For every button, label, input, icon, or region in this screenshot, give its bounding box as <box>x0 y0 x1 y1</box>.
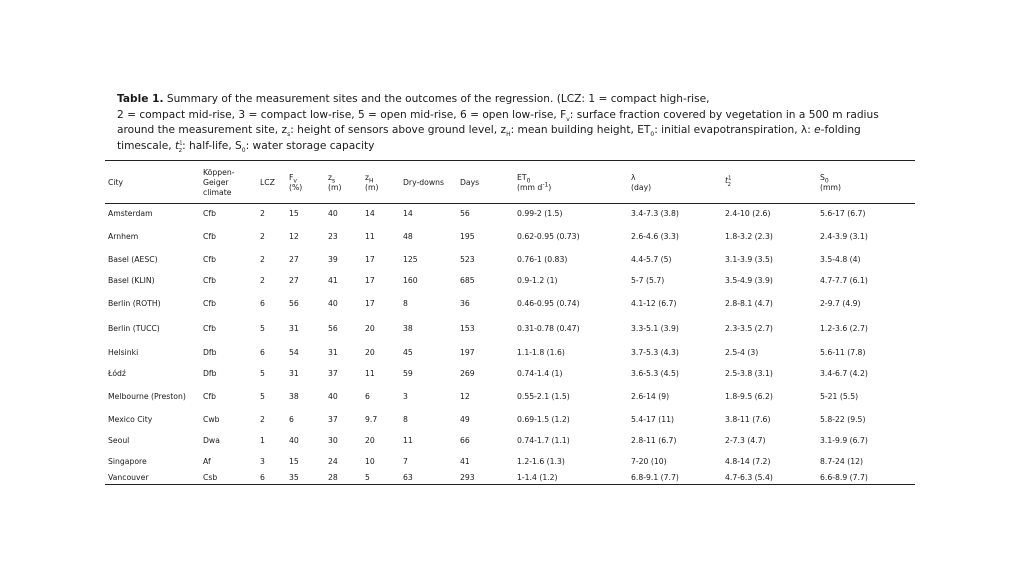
cell-zh: 17 <box>365 299 375 308</box>
cell-fv: 6 <box>289 415 294 424</box>
cell-city: Berlin (ROTH) <box>108 299 161 308</box>
cell-lambda: 2.6-14 (9) <box>631 392 670 401</box>
cell-zs: 31 <box>328 348 338 357</box>
cell-drydowns: 14 <box>403 209 413 218</box>
cell-days: 153 <box>460 324 475 333</box>
caption-text: : height of sensors above ground level, z <box>290 124 507 136</box>
cell-fv: 12 <box>289 232 299 241</box>
cell-zh: 14 <box>365 209 375 218</box>
cell-et0: 0.9-1.2 (1) <box>517 276 558 285</box>
caption-text: 2 = compact mid-rise, 3 = compact low-rise, 5 = open mid-rise, 6 = open low-rise, F <box>117 108 567 121</box>
cell-lambda: 4.1-12 (6.7) <box>631 299 677 308</box>
cell-days: 41 <box>460 457 470 466</box>
cell-halflife: 2.3-3.5 (2.7) <box>725 324 773 333</box>
cell-zh: 5 <box>365 473 370 482</box>
cell-halflife: 4.7-6.3 (5.4) <box>725 473 773 482</box>
cell-city: Singapore <box>108 457 147 466</box>
cell-zs: 28 <box>328 473 338 482</box>
cell-halflife: 2-7.3 (4.7) <box>725 436 766 445</box>
cell-fv: 27 <box>289 255 299 264</box>
cell-climate: Cfb <box>203 324 216 333</box>
cell-halflife: 2.5-4 (3) <box>725 348 759 357</box>
cell-climate: Cwb <box>203 415 220 424</box>
cell-fv: 27 <box>289 276 299 285</box>
cell-days: 36 <box>460 299 470 308</box>
caption-text: : water storage capacity <box>245 139 375 152</box>
cell-climate: Cfb <box>203 209 216 218</box>
cell-climate: Dwa <box>203 436 220 445</box>
cell-zh: 11 <box>365 369 375 378</box>
cell-days: 195 <box>460 232 475 241</box>
cell-et0: 0.74-1.4 (1) <box>517 369 563 378</box>
cell-zh: 6 <box>365 392 370 401</box>
cell-zs: 40 <box>328 392 338 401</box>
cell-city: Melbourne (Preston) <box>108 392 186 401</box>
cell-lcz: 2 <box>260 209 265 218</box>
cell-drydowns: 38 <box>403 324 413 333</box>
cell-halflife: 3.5-4.9 (3.9) <box>725 276 773 285</box>
cell-climate: Csb <box>203 473 218 482</box>
cell-lambda: 6.8-9.1 (7.7) <box>631 473 679 482</box>
cell-zs: 41 <box>328 276 338 285</box>
cell-climate: Cfb <box>203 232 216 241</box>
cell-lcz: 6 <box>260 348 265 357</box>
cell-et0: 0.99-2 (1.5) <box>517 209 563 218</box>
cell-s0: 5-21 (5.5) <box>820 392 859 401</box>
cell-city: Arnhem <box>108 232 139 241</box>
cell-s0: 2-9.7 (4.9) <box>820 299 861 308</box>
cell-climate: Cfb <box>203 299 216 308</box>
table-caption <box>117 92 917 154</box>
cell-city: Łódź <box>108 369 126 378</box>
header-zs: $z_s$ (m) <box>328 173 342 192</box>
cell-halflife: 2.5-3.8 (3.1) <box>725 369 773 378</box>
header-drydowns: Dry-downs <box>403 178 445 187</box>
cell-s0: 4.7-7.7 (6.1) <box>820 276 868 285</box>
cell-fv: 31 <box>289 369 299 378</box>
cell-s0: 5.6-11 (7.8) <box>820 348 866 357</box>
table-bottom-rule <box>105 484 915 485</box>
cell-et0: 1.2-1.6 (1.3) <box>517 457 565 466</box>
cell-fv: 35 <box>289 473 299 482</box>
cell-drydowns: 125 <box>403 255 418 264</box>
cell-days: 49 <box>460 415 470 424</box>
cell-city: Helsinki <box>108 348 139 357</box>
cell-halflife: 4.8-14 (7.2) <box>725 457 771 466</box>
caption-text: around the measurement site, z <box>117 124 288 136</box>
cell-s0: 2.4-3.9 (3.1) <box>820 232 868 241</box>
cell-drydowns: 63 <box>403 473 413 482</box>
cell-days: 269 <box>460 369 475 378</box>
cell-lcz: 2 <box>260 276 265 285</box>
cell-et0: 0.55-2.1 (1.5) <box>517 392 570 401</box>
cell-drydowns: 160 <box>403 276 418 285</box>
cell-climate: Af <box>203 457 211 466</box>
cell-lcz: 2 <box>260 232 265 241</box>
cell-s0: 1.2-3.6 (2.7) <box>820 324 868 333</box>
cell-et0: 0.46-0.95 (0.74) <box>517 299 580 308</box>
cell-s0: 8.7-24 (12) <box>820 457 864 466</box>
cell-fv: 15 <box>289 457 299 466</box>
caption-sub: 0 <box>650 131 655 139</box>
header-zh: $z_H$ (m) <box>365 173 379 192</box>
cell-halflife: 2.8-8.1 (4.7) <box>725 299 773 308</box>
caption-sub: v <box>566 115 570 123</box>
cell-drydowns: 3 <box>403 392 408 401</box>
cell-lcz: 6 <box>260 473 265 482</box>
cell-et0: 1-1.4 (1.2) <box>517 473 558 482</box>
cell-city: Mexico City <box>108 415 153 424</box>
cell-lcz: 5 <box>260 369 265 378</box>
caption-text: : initial evapotranspiration, λ: <box>654 124 815 136</box>
cell-s0: 5.8-22 (9.5) <box>820 415 866 424</box>
cell-days: 523 <box>460 255 475 264</box>
cell-et0: 0.62-0.95 (0.73) <box>517 232 580 241</box>
cell-drydowns: 7 <box>403 457 408 466</box>
cell-lcz: 2 <box>260 415 265 424</box>
cell-lambda: 5.4-17 (11) <box>631 415 675 424</box>
header-koppen: Köppen- Geiger climate <box>203 168 235 197</box>
caption-sub: H <box>506 131 511 139</box>
cell-drydowns: 45 <box>403 348 413 357</box>
cell-halflife: 2.4-10 (2.6) <box>725 209 771 218</box>
cell-lambda: 7-20 (10) <box>631 457 667 466</box>
cell-et0: 0.31-0.78 (0.47) <box>517 324 580 333</box>
cell-lambda: 5-7 (5.7) <box>631 276 665 285</box>
cell-city: Basel (AESC) <box>108 255 158 264</box>
cell-halflife: 1.8-3.2 (2.3) <box>725 232 773 241</box>
cell-et0: 0.76-1 (0.83) <box>517 255 568 264</box>
header-fv: $F_v$ (%) <box>289 173 303 192</box>
cell-city: Vancouver <box>108 473 149 482</box>
cell-fv: 56 <box>289 299 299 308</box>
cell-zh: 10 <box>365 457 375 466</box>
cell-fv: 15 <box>289 209 299 218</box>
caption-text: -folding <box>820 124 861 136</box>
caption-text: Summary of the measurement sites and the outcomes of the regression. (LCZ: 1 = compact high-rise, <box>163 93 710 105</box>
cell-lambda: 2.6-4.6 (3.3) <box>631 232 679 241</box>
caption-sub: 0 <box>241 146 246 154</box>
header-lcz: LCZ <box>260 178 275 187</box>
table-top-rule <box>105 160 915 161</box>
cell-zh: 20 <box>365 324 375 333</box>
cell-zs: 23 <box>328 232 338 241</box>
cell-climate: Dfb <box>203 348 217 357</box>
cell-zs: 37 <box>328 369 338 378</box>
cell-city: Basel (KLIN) <box>108 276 155 285</box>
cell-zs: 30 <box>328 436 338 445</box>
cell-s0: 3.4-6.7 (4.2) <box>820 369 868 378</box>
cell-s0: 3.5-4.8 (4) <box>820 255 861 264</box>
header-city: City <box>108 178 124 187</box>
cell-days: 66 <box>460 436 470 445</box>
header-days: Days <box>460 178 480 187</box>
cell-et0: 0.69-1.5 (1.2) <box>517 415 570 424</box>
cell-lambda: 2.8-11 (6.7) <box>631 436 677 445</box>
cell-zs: 40 <box>328 209 338 218</box>
cell-climate: Cfb <box>203 276 216 285</box>
cell-lcz: 1 <box>260 436 265 445</box>
cell-zs: 24 <box>328 457 338 466</box>
cell-drydowns: 8 <box>403 299 408 308</box>
caption-italic: e <box>814 124 821 136</box>
caption-text: : mean building height, ET <box>510 124 651 136</box>
cell-halflife: 3.8-11 (7.6) <box>725 415 771 424</box>
cell-lcz: 5 <box>260 392 265 401</box>
cell-lambda: 3.3-5.1 (3.9) <box>631 324 679 333</box>
cell-drydowns: 11 <box>403 436 413 445</box>
cell-fv: 38 <box>289 392 299 401</box>
cell-days: 56 <box>460 209 470 218</box>
cell-zh: 20 <box>365 436 375 445</box>
cell-zs: 56 <box>328 324 338 333</box>
cell-lambda: 4.4-5.7 (5) <box>631 255 672 264</box>
cell-fv: 40 <box>289 436 299 445</box>
cell-zh: 9.7 <box>365 415 378 424</box>
cell-city: Berlin (TUCC) <box>108 324 160 333</box>
cell-zh: 17 <box>365 276 375 285</box>
cell-halflife: 1.8-9.5 (6.2) <box>725 392 773 401</box>
caption-label: Table 1. <box>117 93 164 105</box>
cell-days: 197 <box>460 348 475 357</box>
cell-climate: Cfb <box>203 392 216 401</box>
header-half-life: $t^1_2$ <box>725 175 732 188</box>
cell-zh: 11 <box>365 232 375 241</box>
cell-s0: 3.1-9.9 (6.7) <box>820 436 868 445</box>
caption-sub: s <box>287 131 291 139</box>
cell-lcz: 3 <box>260 457 265 466</box>
cell-lcz: 2 <box>260 255 265 264</box>
cell-lcz: 5 <box>260 324 265 333</box>
cell-fv: 54 <box>289 348 299 357</box>
cell-fv: 31 <box>289 324 299 333</box>
cell-zs: 39 <box>328 255 338 264</box>
cell-drydowns: 48 <box>403 232 413 241</box>
header-et0: $ET_0$ (mm $d^{-1}$) <box>517 173 552 192</box>
cell-lambda: 3.6-5.3 (4.5) <box>631 369 679 378</box>
cell-days: 12 <box>460 392 470 401</box>
cell-et0: 1.1-1.8 (1.6) <box>517 348 565 357</box>
cell-lcz: 6 <box>260 299 265 308</box>
caption-text: : surface fraction covered by vegetation in a 500 m radius <box>569 108 879 121</box>
cell-days: 685 <box>460 276 475 285</box>
header-s0: $S_0$ (mm) <box>820 173 841 192</box>
caption-text: timescale, <box>117 139 175 152</box>
cell-lambda: 3.7-5.3 (4.3) <box>631 348 679 357</box>
cell-drydowns: 59 <box>403 369 413 378</box>
cell-s0: 5.6-17 (6.7) <box>820 209 866 218</box>
table-header-rule <box>105 203 915 204</box>
cell-days: 293 <box>460 473 475 482</box>
cell-drydowns: 8 <box>403 415 408 424</box>
cell-zh: 17 <box>365 255 375 264</box>
cell-halflife: 3.1-3.9 (3.5) <box>725 255 773 264</box>
cell-s0: 6.6-8.9 (7.7) <box>820 473 868 482</box>
cell-climate: Cfb <box>203 255 216 264</box>
header-lambda: λ (day) <box>631 173 652 192</box>
caption-text: : half-life, S <box>182 139 242 152</box>
cell-lambda: 3.4-7.3 (3.8) <box>631 209 679 218</box>
cell-zh: 20 <box>365 348 375 357</box>
cell-et0: 0.74-1.7 (1.1) <box>517 436 570 445</box>
cell-zs: 37 <box>328 415 338 424</box>
half-life-symbol: $t^1_2$ <box>174 139 183 154</box>
cell-city: Amsterdam <box>108 209 153 218</box>
cell-climate: Dfb <box>203 369 217 378</box>
cell-zs: 40 <box>328 299 338 308</box>
cell-city: Seoul <box>108 436 130 445</box>
